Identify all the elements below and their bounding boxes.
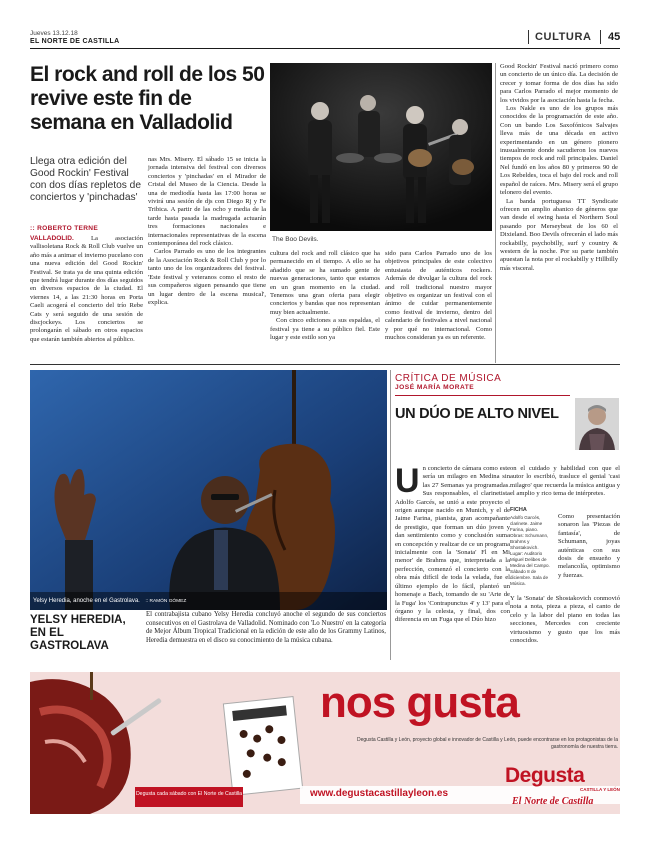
review-column-2-top (510, 465, 620, 499)
review-column-1 (395, 462, 510, 625)
article-column-5 (500, 63, 618, 273)
ficha-label: FICHA (510, 507, 527, 513)
yelsy-photo-caption (33, 598, 186, 604)
header-rule (30, 48, 620, 49)
yelsy-headline: YELSY HEREDIA, EN EL GASTROLAVA (30, 614, 126, 652)
article-column-3 (270, 250, 380, 342)
article-column-4 (385, 250, 492, 342)
yelsy-photo-image (30, 370, 387, 610)
header-divider (528, 30, 529, 44)
review-column-2-right (558, 513, 620, 580)
section-rule (30, 364, 620, 365)
header-paper-name: EL NORTE DE CASTILLA (30, 38, 120, 45)
band-photo-caption: The Boo Devils. (272, 236, 319, 243)
article-paragraph: nas Mrs. Misery. El sábado 15 se inicia la jornada intensiva del festival con diversos conciertos y 'pinchadas' en el Mirador de Cristal del Museo de la Ciencia. Desde la una de mediodía hasta las 17:00 horas se vivirá una sesión de djs con Diego Rj y Fe Tribica. A partir de las ocho y media de la tarde hasta pasada la madrugada actuarán tres formaciones nacionales e internacionales representativas de la escena contemporánea del rock clásico. (148, 156, 266, 248)
article-paragraph: La asociación vallisoletana Rock & Roll Club vuelve un año más a animar el invierno pucelano con una nueva edición del Good Rockin' Festival. Se trata ya de una quinta edición que tendrá lugar durante dos días seguidos en diversos espacios de la ciudad. El viernes 14, a las 21:30 horas en Porta Caeli acogerá el concierto del trío Rebe Cats y será seguido de una sesión de discjockeys. Los conciertos se prolongarán el sábado en otros espacios que estarán también abiertos al público. (30, 235, 143, 343)
review-title: UN DÚO DE ALTO NIVEL (395, 406, 559, 422)
review-paragraph: Como presentación sonaron las 'Piezas de fantasía', de Schumann, joyas auténticas con sus dosis de ensueño y melancolía, optimismo y fuerzas. (558, 513, 620, 579)
article-paragraph: sido para Carlos Parrado uno de los objetivos principales de este colectivo entusiasta de auténticos rockers. Además de divulgar la cultura del rock and roll tradicional nuestro mayor objetivo es organizar un festival con el ánimo de cuidar permanentemente como festival de invierno, dentro del calendario de festivales a nivel nacional y por qué no internacional. Como muchos consideran ya es un referente. (385, 250, 492, 342)
article-paragraph: Los Nakle es uno de los grupos más conocidos de la programación de este año. Con un bando Los Saxofónicos Salvajes lleva más de una década en activo experimentando en un género pionero inusualmente donde sacudieron los nuevos tiempos de rock and roll principales. Daniel Nel fundó en los años 80 y primeros 90 de Los Rebeldes, toca el bajo del rock and roll español de raíces. Mrs. Misery será el grupo telonero del evento. (500, 105, 618, 197)
page-number: 45 (608, 31, 621, 43)
review-ficha (510, 507, 552, 587)
article-paragraph: Carlos Parrado es uno de los integrantes de la Asociación Rock & Roll Club y por lo tanto uno de los organizadores del festival. 'Este festival y veteranos como el resto de sus compañeros siguen pensando que tiene un lugar dentro de la escena musical', explica. (148, 248, 266, 306)
article-headline: El rock and roll de los 50 revive este fin de semana en Valladolid (30, 63, 265, 134)
header-date: Jueves 13.12.18 (30, 30, 78, 37)
article-column-1 (30, 235, 143, 344)
review-rule (395, 395, 570, 396)
ad-url-link[interactable]: www.degustacastillayleon.es (310, 788, 449, 799)
review-kicker: CRÍTICA DE MÚSICA (395, 373, 502, 384)
ad-description: Degusta Castilla y León, proyecto global e innovador de Castilla y León, puede encontrarse en los protagonistas de la gastronomía de nuestra tierra. (357, 737, 618, 750)
yelsy-caption-text: Yelsy Heredia, anoche en el Gastrolava. (33, 598, 140, 604)
review-dropcap: U (395, 462, 420, 500)
yelsy-photo-credit: :: RAMÓN GÓMEZ (145, 599, 187, 604)
article-column-2 (148, 156, 266, 307)
review-author: JOSÉ MARÍA MORATE (395, 384, 475, 391)
article-paragraph: Con cinco ediciones a sus espaldas, el festival ya tiene a su público fiel. Este lugar y este estilo son ya (270, 317, 380, 342)
degusta-logo: Degusta (505, 764, 585, 787)
article-paragraph: cultura del rock and roll clásico que ha permanecido en el tiempo. A ello se ha añadido que se ha sumado gente de nuevas generaciones, tanto que estamos en un gran momento en la ciudad. Tenemos una gran oferta para elegir conciertos y bandas que nos representan muy bien actualmente. (270, 250, 380, 316)
article-dateline: VALLADOLID. (30, 235, 74, 242)
author-photo (575, 398, 619, 450)
column-divider (390, 370, 391, 660)
yelsy-photo (30, 370, 387, 610)
article-subhead: Llega otra edición del Good Rockin' Festival con dos días repletos de conciertos y 'pinchadas' (30, 156, 142, 203)
review-column-2-bottom (510, 595, 620, 645)
column-divider (495, 63, 496, 363)
header-divider (600, 30, 601, 44)
article-paragraph: La banda portuguesa TT Syndicate ofrecen un amplio abanico de géneros que van desde el swing hasta el Northern Soul pasando por Merseybeat de los 60 el Dixieland. Boo Devils ofrecerán el lado más rockabilly, psychobilly, surf y country & western de la noche. Por su parte también apuestan la nota por el rockabilly y Hillbilly más visceral. (500, 197, 618, 272)
ad-title: nos gusta (320, 678, 519, 727)
norte-de-castilla-logo: El Norte de Castilla (512, 796, 594, 807)
ficha-text: Adolfo Garcés, clarinete. Jaime Farina, piano. Obras: Schumann, Brahms y Shostakovich. Lugar: Auditorio Miguel Delibes de Medina del Campo. Sábado 8 de diciembre. Sala de Música. (510, 515, 550, 586)
degusta-logo-sub: CASTILLA Y LEÓN (580, 787, 620, 792)
band-photo-image (270, 63, 492, 231)
band-photo (270, 63, 492, 231)
article-byline: :: ROBERTO TERNE (30, 225, 99, 232)
review-paragraph: on el cuidado y habilidad con que el autor lo escribió, trasluce el genial 'casi milagro' que recuerda la música antigua y el amplio y rico tema de intérpretes. (510, 465, 620, 498)
review-paragraph: Y la 'Sonata' de Shostakovich conmovió nota a nota, pieza a pieza, el canto de celo y la labor del piano en todas las secciones, Mercedes con creciente virtuosismo y gusto que los más conocidos. (510, 595, 620, 645)
review-paragraph: n concierto de cámara como este sería un milagro en Medina sin las 27 Semanas ya programadas. Sus responsables, el clarinetista Adolfo Garcés, se unió a este proyecto el origen aunque nacido en Munich, y el de Jaime Farina, pianista, gran acompañante de prestigio, que forman un dúo joven y dan sentimiento como y conclusión suma en concepción y realizar de ce un programa inicialmente con la 'Sonata' Fl en Mi menor' de Brahms que, interpretada a la perfección, comenzó el concierto con la obra más difícil de toda la velada, fue el último ejemplo de lo fácil, planteó un homenaje a Bach, tomando de su 'Arte de la Fuga' los 'Contrapunctus 4' y 13' para el órgano y la celesta, y final, dos con diferencia en un Fuga que el Dúo hizo (395, 465, 510, 624)
author-avatar (575, 398, 619, 450)
header-section: CULTURA (535, 31, 592, 43)
yelsy-text: El contrabajista cubano Yelsy Heredia concluyó anoche el segundo de sus conciertos consecutivos en el Gastrolava de Valladolid. Nominado con 'Lo Nuestro' en la categoría de Mejor Álbum Tropical Tradicional en la edición de este año de los Grammy Latinos, Heredia demuestra en el disco su conocimiento de la música cubana. (146, 611, 386, 644)
ad-badge: Degusta cada sábado con El Norte de Castilla (135, 787, 243, 807)
article-paragraph: Good Rockin' Festival nació primero como un concierto de un único día. La decisión de crecer y tomar forma de dos días ha sido para Carlos Parrado el mejor momento de los vividos por la asociación hasta la fecha. (500, 63, 618, 104)
